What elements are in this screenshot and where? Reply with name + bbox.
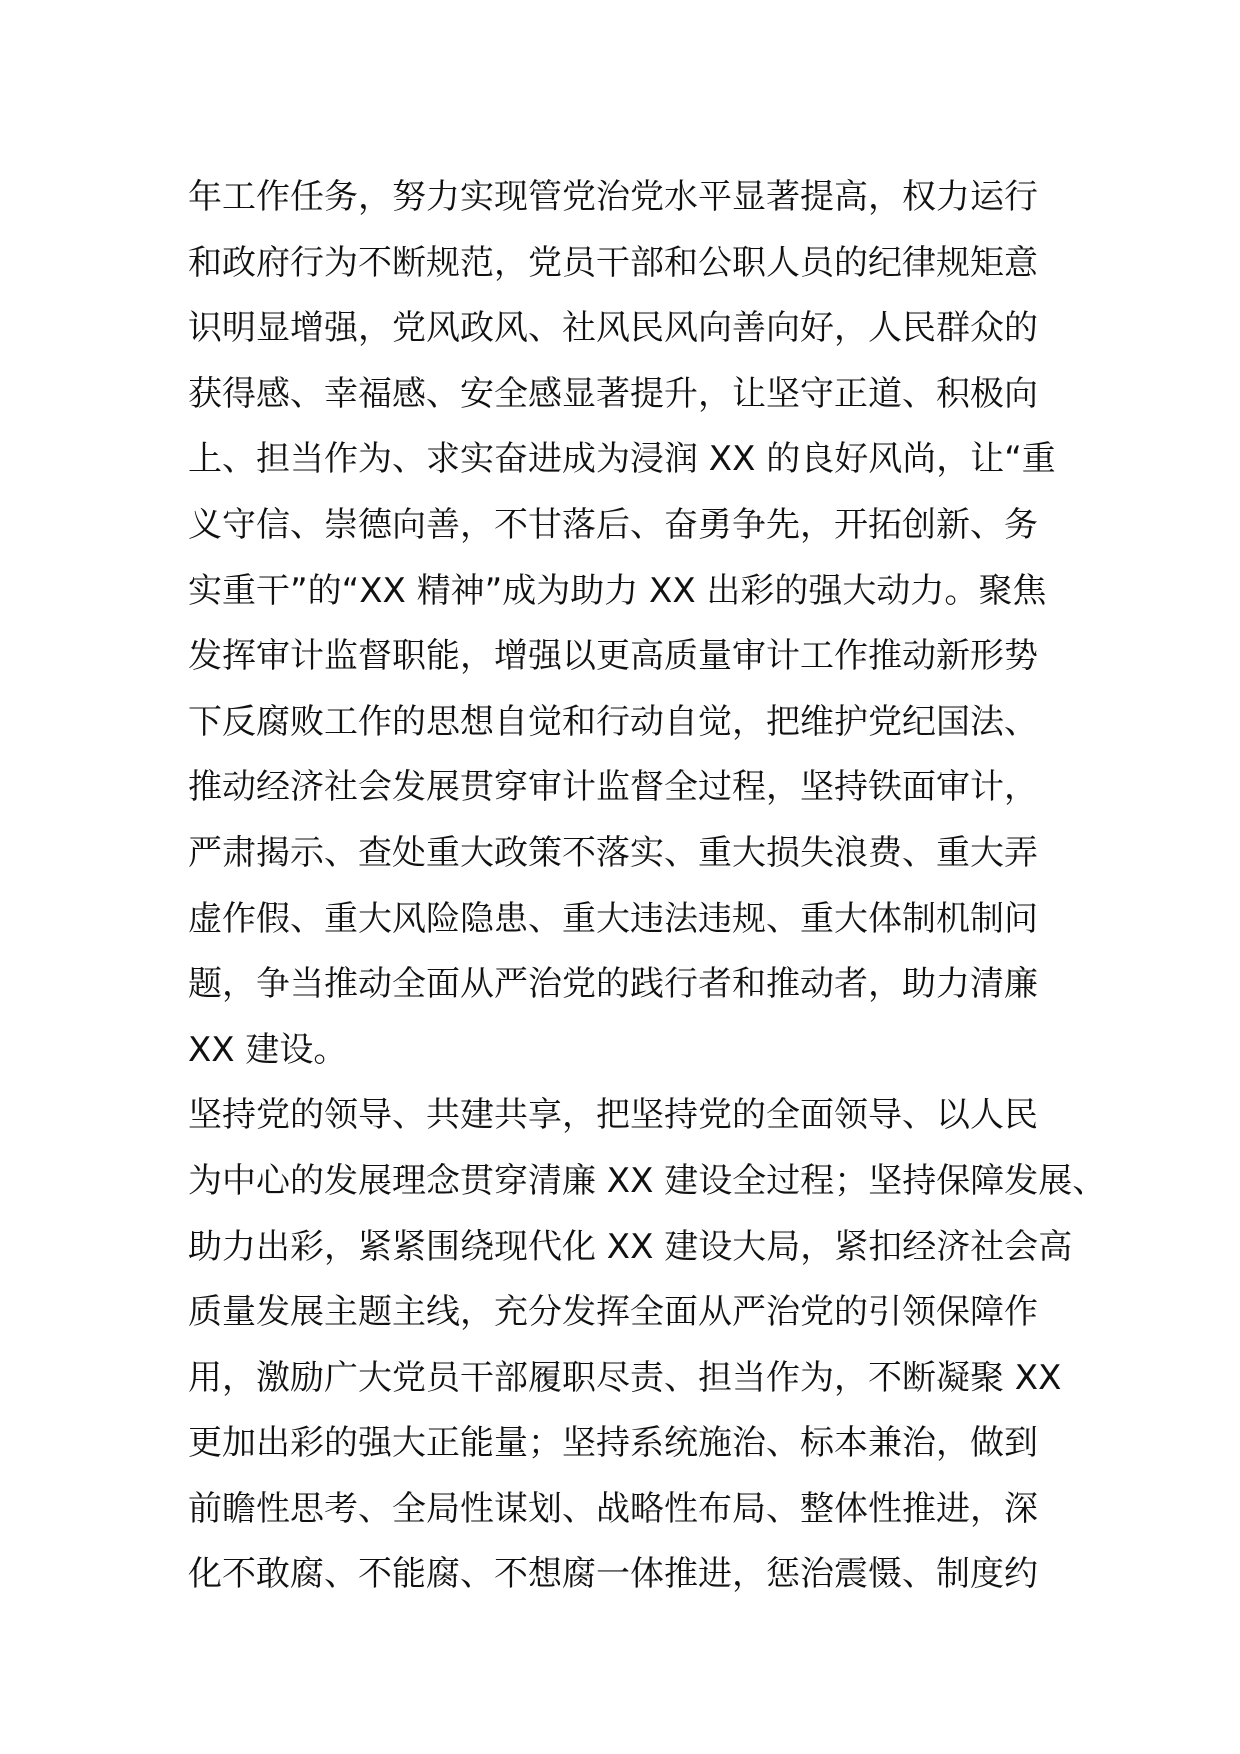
- document-body: [188, 165, 1107, 1608]
- text-line: 为中心的发展理念贯穿清廉 XX 建设全过程；坚持保障发展、: [188, 1160, 1107, 1201]
- text-line: 严肃揭示、查处重大政策不落实、重大损失浪费、重大弄: [188, 832, 1038, 873]
- paragraph-2: [188, 1083, 1107, 1608]
- text-line: 用，激励广大党员干部履职尽责、担当作为，不断凝聚 XX: [188, 1357, 1062, 1398]
- text-line: 质量发展主题主线，充分发挥全面从严治党的引领保障作: [188, 1292, 1038, 1333]
- text-line: 更加出彩的强大正能量；坚持系统施治、标本兼治，做到: [188, 1423, 1038, 1464]
- text-line: 题，争当推动全面从严治党的践行者和推动者，助力清廉: [188, 964, 1038, 1005]
- text-line: 发挥审计监督职能，增强以更高质量审计工作推动新形势: [188, 636, 1038, 677]
- text-line: 义守信、崇德向善，不甘落后、奋勇争先，开拓创新、务: [188, 504, 1038, 545]
- text-line: 识明显增强，党风政风、社风民风向善向好，人民群众的: [188, 308, 1038, 349]
- text-line: 推动经济社会发展贯穿审计监督全过程，坚持铁面审计，: [188, 767, 1038, 808]
- text-line: 化不敢腐、不能腐、不想腐一体推进，惩治震慑、制度约: [188, 1554, 1038, 1595]
- text-line: 下反腐败工作的思想自觉和行动自觉，把维护党纪国法、: [188, 701, 1038, 742]
- text-line: 前瞻性思考、全局性谋划、战略性布局、整体性推进，深: [188, 1488, 1038, 1529]
- text-line: 和政府行为不断规范，党员干部和公职人员的纪律规矩意: [188, 242, 1038, 283]
- text-line: 坚持党的领导、共建共享，把坚持党的全面领导、以人民: [188, 1095, 1038, 1136]
- text-line: XX 建设。: [188, 1029, 348, 1070]
- paragraph-1: [188, 165, 1068, 1083]
- text-line: 获得感、幸福感、安全感显著提升，让坚守正道、积极向: [188, 373, 1038, 414]
- text-line: 虚作假、重大风险隐患、重大违法违规、重大体制机制问: [188, 898, 1038, 939]
- text-line: 助力出彩，紧紧围绕现代化 XX 建设大局，紧扣经济社会高: [188, 1226, 1073, 1267]
- text-line: 年工作任务，努力实现管党治党水平显著提高，权力运行: [188, 177, 1038, 217]
- text-line: 上、担当作为、求实奋进成为浸润 XX 的良好风尚，让“重: [188, 439, 1056, 480]
- text-line: 实重干”的“XX 精神”成为助力 XX 出彩的强大动力。聚焦: [188, 570, 1047, 611]
